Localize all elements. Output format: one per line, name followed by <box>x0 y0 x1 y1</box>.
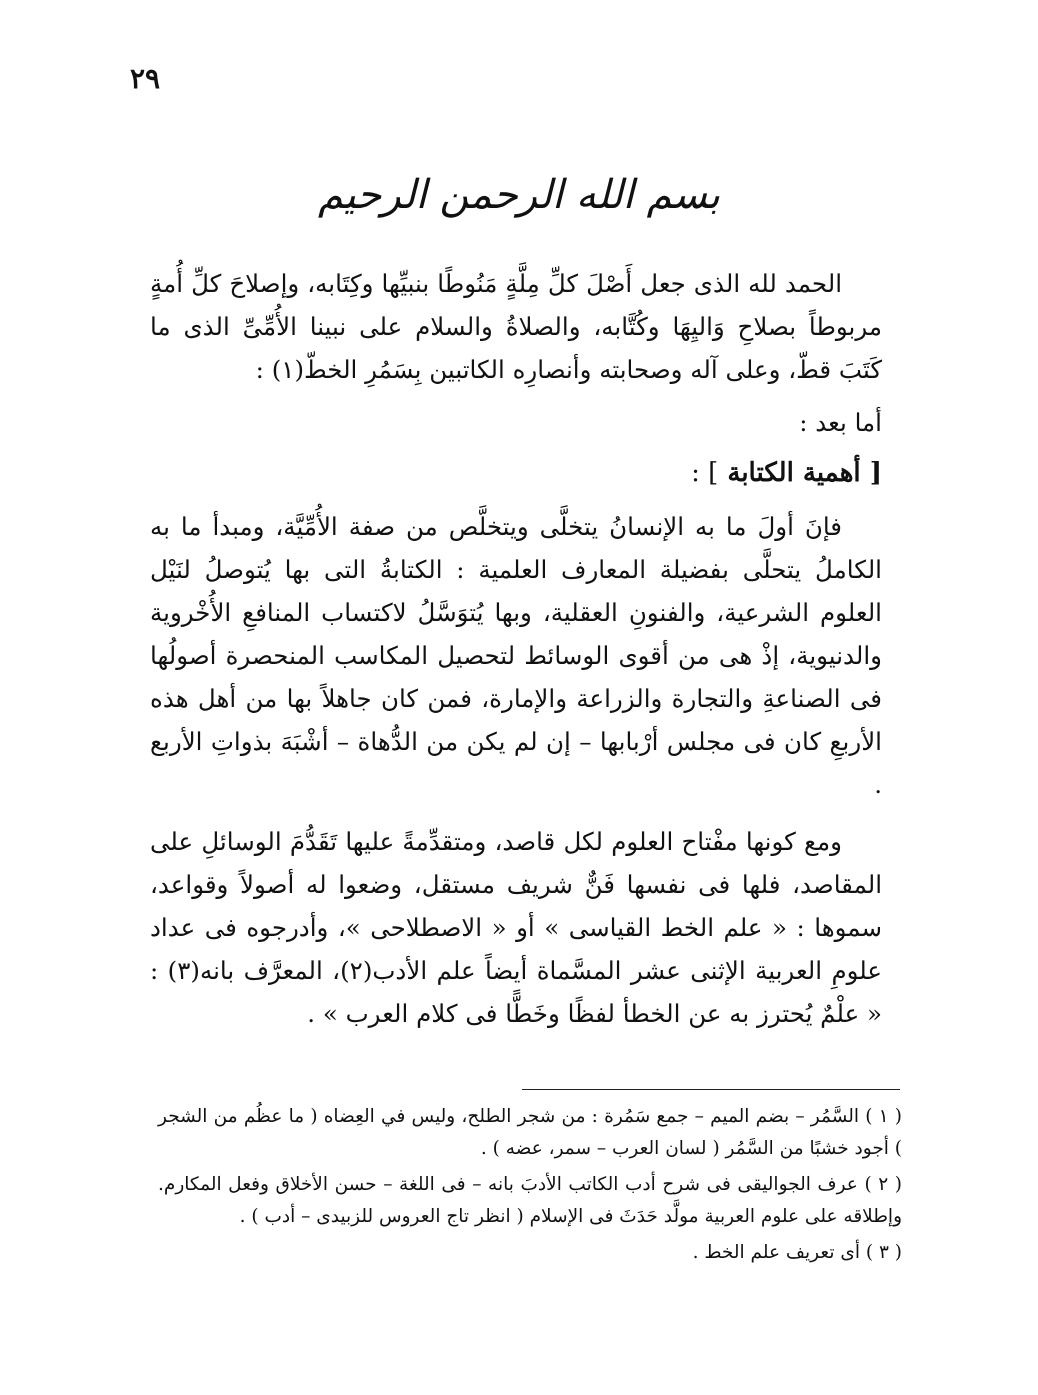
paragraph-calligraphy-science: ومع كونها مفْتاح العلوم لكل قاصد، ومتقدِّمةً عليها تَقَدُّمَ الوسائلِ على المقاصد، فلها فى نفسها فَنٌّ شريف مستقل، وضعوا له أصولاً وقواعد، سموها : « علم الخط القياسى » أو « الاصطلاحى »، وأدرجوه فى عداد علومِ العربية الإثنى عشر المسَّماة أيضاً علم الأدب(٢)، المعرَّف بانه(٣) : « علْمٌ يُحترز به عن الخطأ لفظًا وخَطًّا فى كلام العرب » . <box>150 827 882 1028</box>
basmala-heading: بسم الله الرحمن الرحيم <box>317 172 721 218</box>
section-heading <box>150 452 882 495</box>
section-heading-title: أهمية الكتابة <box>727 458 861 488</box>
ama-baad: أما بعد : <box>799 408 882 437</box>
footnotes <box>158 1101 902 1273</box>
page-number: ٢٩ <box>130 62 161 95</box>
footnote-1: ( ١ ) السَّمُر – بضم الميم – جمع سَمُرة : من شجر الطلح، وليس في العِضاه ( ما عظُم من الشجر ) أجود خشبًا من السَّمُر ( لسان العرب – سمر، عضه ) . <box>158 1106 902 1159</box>
footnote-3: ( ٣ ) أى تعريف علم الخط . <box>692 1242 902 1263</box>
opening-paragraph: الحمد لله الذى جعل أَصْلَ كلِّ مِلَّةٍ مَنُوطًا بنبيِّها وكِتَابه، وإصلاحَ كلِّ أُمةٍ مربوطاً بصلاحِ وَاليِهَا وكُتَّابه، والصلاةُ والسلام على نبينا الأُمِّىِّ الذى ما كَتَبَ قطّ، وعلى آله وصحابته وأنصارِه الكاتبين بِسَمُرِ الخطّ(١) : <box>150 269 882 384</box>
paragraph-importance-of-writing: فإنَ أولَ ما به الإنسانُ يتخلَّى ويتخلَّص من صفة الأُمِّيَّة، ومبدأ ما به الكاملُ يتحلَّى بفضيلة المعارف العلمية : الكتابةُ التى بها يُتوصلُ لنَيْل العلوم الشرعية، والفنونِ العقلية، وبها يُتوَسَّلُ لاكتساب المنافعِ الأُخْروية والدنيوية، إذْ هى من أقوى الوسائط لتحصيل المكاسب المنحصرة أصولُها فى الصناعةِ والتجارة والزراعة والإمارة، فمن كان جاهلاً بها من أهل هذه الأربعِ كان فى مجلس أرْبابها – إن لم يكن من الدُّهاة – أشْبَهَ بذواتِ الأربع . <box>150 512 882 799</box>
footnote-2: ( ٢ ) عرف الجواليقى فى شرح أدب الكاتب الأدبَ بانه – فى اللغة – حسن الأخلاق وفعل المكارم. وإطلاقه على علوم العربية مولَّد حَدَثَ فى الإسلام ( انظر تاج العروس للزبيدى – أدب ) . <box>158 1174 902 1227</box>
section-heading-open-bracket: [ <box>869 458 882 488</box>
main-text <box>150 262 882 1035</box>
footnote-divider <box>522 1089 900 1090</box>
section-heading-close: ] : <box>691 458 719 488</box>
